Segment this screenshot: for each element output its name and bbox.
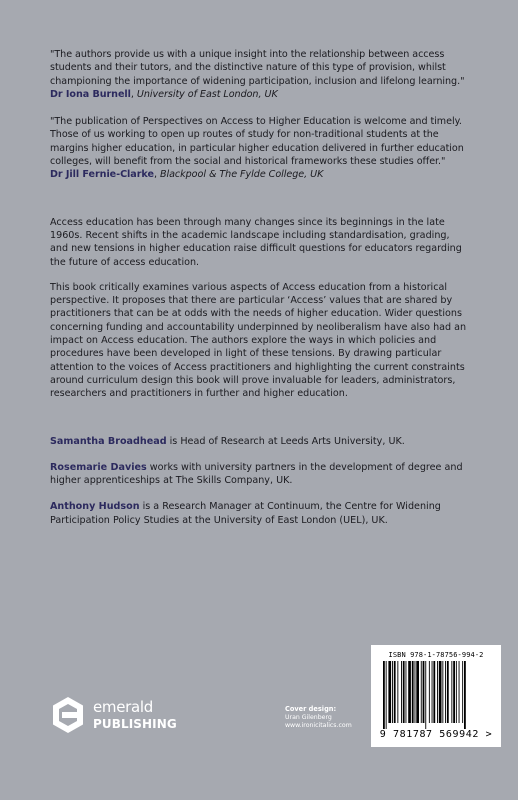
barcode-bar [433, 661, 435, 723]
credit-title: Cover design: [285, 705, 337, 713]
quote-author-name: Dr Iona Burnell [50, 88, 131, 100]
barcode-bar [447, 661, 449, 723]
barcode-bar [408, 661, 411, 723]
barcode-bar [439, 661, 442, 723]
endorsement-quote-1: "The authors provide us with a unique insight into the relationship between access students and their tutors, and the distinctive nature of this type of provision, whilst championing the importance of widening participation, inclusion and lifelong learning." Dr Iona Burnell, University of East London, UK [50, 49, 465, 100]
barcode-bar [459, 661, 460, 723]
isbn-barcode [371, 645, 501, 747]
barcode-bar [464, 661, 466, 729]
author-bio-2 [50, 461, 468, 488]
barcode-bar [415, 661, 416, 723]
barcode-bar [406, 661, 407, 723]
content-column [50, 48, 468, 540]
credit-designer: Uran Gilenberg [285, 713, 332, 721]
barcode-bar [425, 661, 426, 729]
author-name: Anthony Hudson [50, 501, 140, 513]
barcode-bar [423, 661, 425, 723]
description-paragraph-2: This book critically examines various aspects of Access education from a historical perspective. It proposes that there are particular ‘Access’ values that are shared by practitioners that can be at odds with the needs of higher education. Wider questions concerning funding and accountability underpinned by neoliberalism have also had an impact on Access education. The authors explore the ways in which policies and procedures have been developed in light of these tensions. By drawing particular attention to the voices of Access practitioners and highlighting the current constraints around curriculum design this book will prove invaluable for leaders, administrators, researchers and practitioners in further and higher education. [50, 281, 467, 400]
publisher-name: emerald [93, 698, 154, 716]
barcode-bar [403, 661, 405, 723]
barcode-bar [451, 661, 452, 723]
barcode-bar [421, 661, 422, 723]
barcode-bar [397, 661, 398, 723]
barcode-bar [453, 661, 455, 723]
quote-text: "The authors provide us with a unique insight into the relationship between access students and their tutors, and the distinctive nature of this type of provision, whilst championing the importance of widening participation, inclusion and lifelong learning." [50, 49, 465, 87]
description-paragraph-1: Access education has been through many changes since its beginnings in the late 1960s. Recent shifts in the academic landscape including standardisation, grading, and new tensions in higher education raise difficult questions for educators regarding the future of access education. [50, 216, 462, 268]
emerald-hexagon-icon [50, 695, 86, 735]
barcode-bar [462, 661, 463, 723]
barcode-bar [394, 661, 396, 723]
barcode-bar [432, 661, 433, 723]
barcode-bar [416, 661, 419, 723]
author-name: Samantha Broadhead [50, 435, 167, 447]
publisher-logo [50, 695, 190, 739]
barcode-bar [401, 661, 402, 723]
author-name: Rosemarie Davies [50, 461, 147, 473]
quote-text: "The publication of Perspectives on Access to Higher Education is welcome and timely. Those of us working to open up routes of study for non-traditional students at the margins higher education, in particular higher education delivered in further education colleges, will benefit from the social and historical frameworks these studies offer." [50, 116, 464, 168]
barcode-bar [412, 661, 414, 723]
barcode-bar [445, 661, 446, 723]
barcode-bar [429, 661, 430, 723]
author-bio-3 [50, 500, 468, 527]
cover-credit [285, 705, 365, 731]
barcode-bar [456, 661, 457, 723]
barcode-bar [383, 661, 385, 729]
author-bio-1 [50, 435, 468, 448]
barcode-bar [437, 661, 438, 723]
barcode-bars [381, 661, 493, 729]
quote-author-institution: Blackpool & The Fylde College, UK [159, 169, 324, 181]
endorsement-quote-2: "The publication of Perspectives on Access to Higher Education is welcome and timely. Those of us working to open up routes of study for non-traditional students at the margins higher education, in particular higher education delivered in further education colleges, will benefit from the social and historical frameworks these studies offer." Dr Jill Fernie-Clarke, Blackpool & The Fylde College, UK [50, 116, 464, 181]
author-bio-text: works with university partners in the development of degree and higher apprenticeships at The Skills Company, UK. [50, 461, 463, 487]
barcode-bar [442, 661, 443, 723]
barcode-bar [388, 661, 391, 723]
barcode-bar [392, 661, 393, 723]
barcode-bar [386, 661, 387, 729]
barcode-digits: 9 781787 569942 > [379, 729, 493, 740]
publisher-sub: PUBLISHING [93, 717, 177, 731]
quote-author-name: Dr Jill Fernie-Clarke [50, 169, 154, 181]
quote-author-institution: University of East London, UK [136, 88, 278, 100]
author-bio-text: is a Research Manager at Continuum, the Centre for Widening Participation Policy Studies at the University of East London (UEL), UK. [50, 501, 441, 526]
isbn-label: ISBN 978-1-78756-994-2 [388, 651, 484, 659]
author-bio-text: is Head of Research at Leeds Arts University, UK. [166, 435, 405, 447]
credit-site: www.ironicitalics.com [285, 722, 352, 730]
